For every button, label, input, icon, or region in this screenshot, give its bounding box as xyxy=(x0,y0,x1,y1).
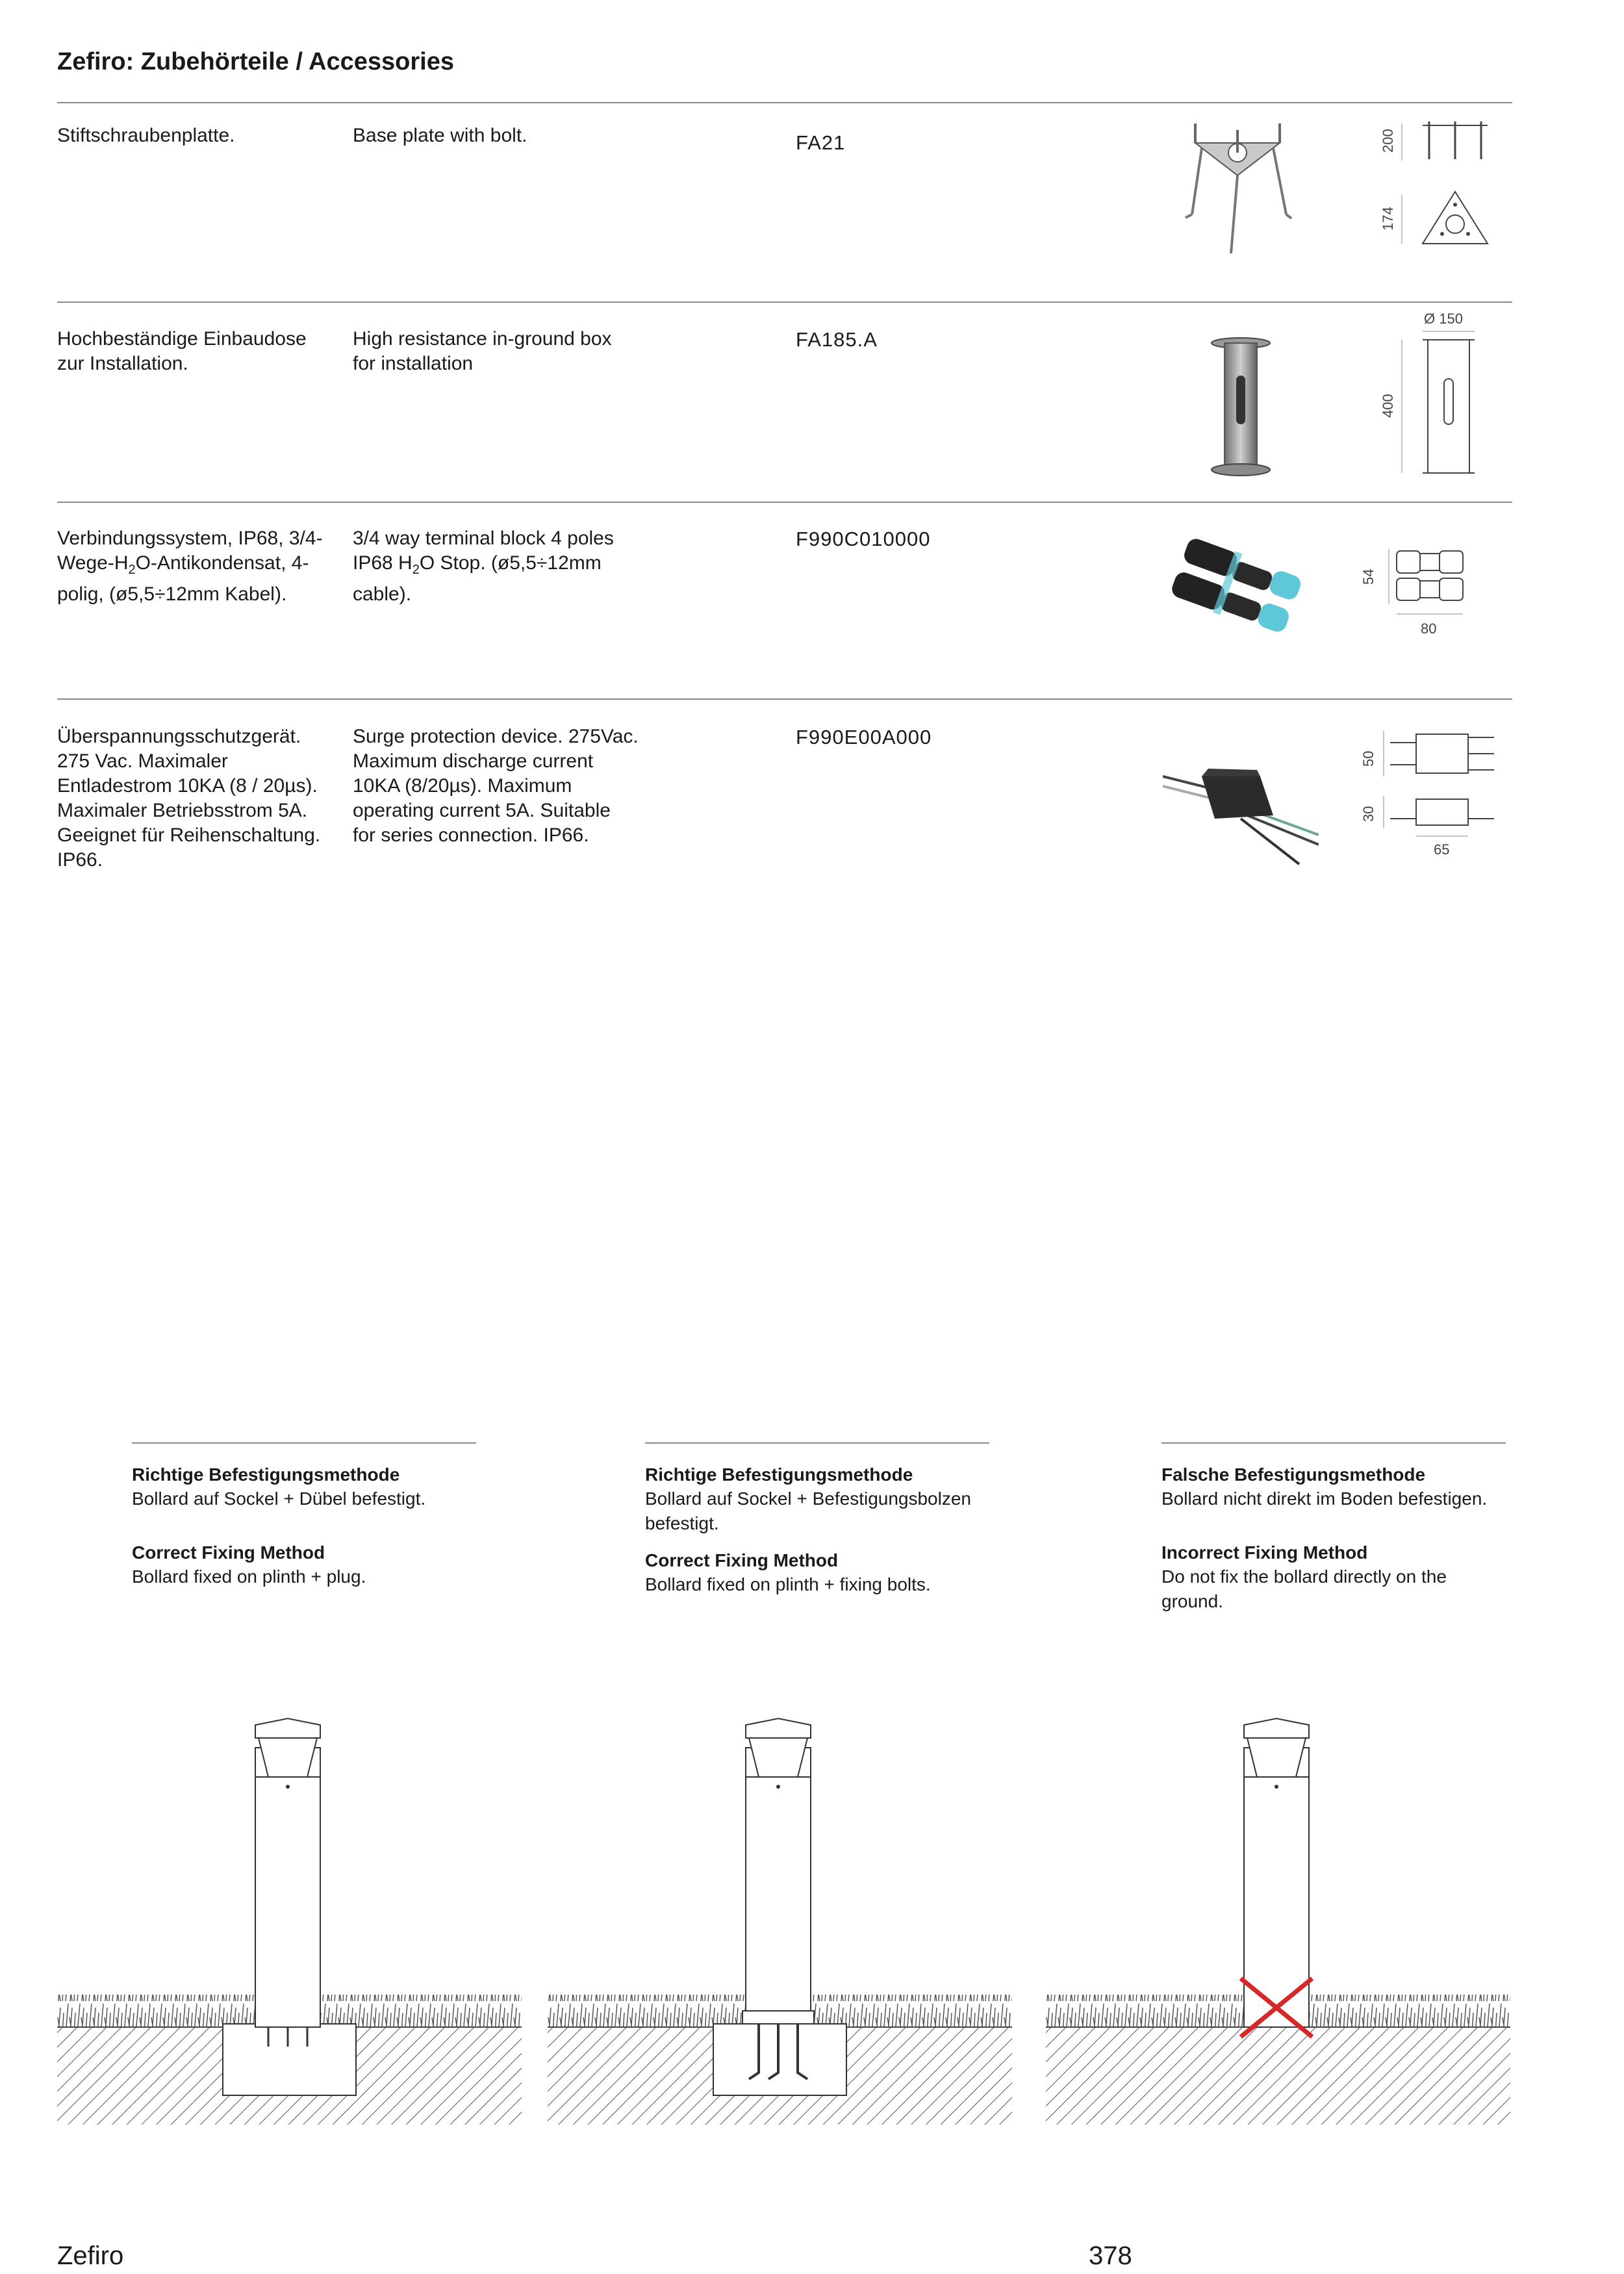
footer-product-name: Zefiro xyxy=(57,2242,124,2270)
item-description-de: Stiftschraubenplatte. xyxy=(57,125,235,146)
dim-label: 54 xyxy=(1360,568,1377,585)
method-title-de: Richtige Befestigungsmethode xyxy=(132,1464,400,1485)
method-text-de: Bollard auf Sockel + Befestigungsbolzen befestigt. xyxy=(645,1488,971,1533)
method-title-de: Richtige Befestigungsmethode xyxy=(645,1464,913,1485)
item-description-en: Surge protection device. 275Vac. Maximum discharge current 10KA (8/20µs). Maximum operating current 5A. Suitable for series connection. IP66. xyxy=(353,726,639,846)
method-text-en: Do not fix the bollard directly on the ground. xyxy=(1161,1566,1447,1611)
divider xyxy=(1161,1442,1506,1444)
surge-protector-photo xyxy=(1163,737,1319,867)
method-title-en: Correct Fixing Method xyxy=(132,1542,325,1563)
footer-page-number: 378 xyxy=(1089,2242,1132,2270)
terminal-block-photo xyxy=(1163,530,1312,646)
divider xyxy=(57,102,1512,103)
divider xyxy=(57,301,1512,303)
item-code: F990C010000 xyxy=(796,528,931,550)
dim-label: 30 xyxy=(1360,806,1377,822)
item-code: FA21 xyxy=(796,131,846,154)
item-description-en: 3/4 way terminal block 4 poles IP68 $H_2O$ Stop. (ø5,5÷12mm cable). xyxy=(353,528,614,605)
page-title: Zefiro: Zubehörteile / Accessories xyxy=(57,48,454,75)
item-description-de: Hochbeständige Einbaudose zur Installation. xyxy=(57,328,307,374)
item-code: F990E00A000 xyxy=(796,726,932,748)
plinth-plug-illustration xyxy=(57,1709,525,2138)
method-title-en: Correct Fixing Method xyxy=(645,1550,839,1570)
item-description-de: Verbindungssystem, IP68, $3/4-Wege-H_2O$-Antikondensat, 4-polig, (ø5,5÷12mm Kabel). xyxy=(57,528,323,605)
dim-label: 50 xyxy=(1360,750,1377,767)
divider xyxy=(57,502,1512,503)
surge-protector-drawing xyxy=(1351,724,1507,867)
fixing-method xyxy=(1161,1442,1512,1614)
divider xyxy=(645,1442,989,1444)
divider xyxy=(132,1442,476,1444)
method-text-en: Bollard fixed on plinth + plug. xyxy=(132,1566,366,1587)
item-description-en: Base plate with bolt. xyxy=(353,125,527,146)
method-title-en: Incorrect Fixing Method xyxy=(1161,1542,1368,1563)
item-description-en: High resistance in-ground box for installation xyxy=(353,328,612,374)
dim-label: 400 xyxy=(1380,394,1396,418)
plinth-bolts-illustration xyxy=(548,1709,1015,2138)
fixing-method xyxy=(645,1442,996,1597)
fixing-method xyxy=(132,1442,483,1589)
method-text-de: Bollard auf Sockel + Dübel befestigt. xyxy=(132,1488,426,1509)
dim-label: 80 xyxy=(1421,620,1437,637)
dim-label: 200 xyxy=(1380,129,1396,153)
divider xyxy=(57,698,1512,700)
dim-label: 65 xyxy=(1434,841,1450,858)
base-plate-photo xyxy=(1182,117,1293,260)
dim-label: 174 xyxy=(1380,207,1396,231)
terminal-block-drawing xyxy=(1351,533,1501,650)
dim-label: Ø 150 xyxy=(1424,311,1463,327)
method-text-en: Bollard fixed on plinth + fixing bolts. xyxy=(645,1574,931,1594)
base-plate-drawing xyxy=(1371,114,1501,263)
method-text-de: Bollard nicht direkt im Boden befestigen. xyxy=(1161,1488,1488,1509)
item-code: FA185.A xyxy=(796,328,878,351)
direct-ground-illustration xyxy=(1046,1709,1514,2138)
in-ground-box-drawing xyxy=(1371,304,1501,479)
item-description-de: Überspannungsschutzgerät. 275 Vac. Maximaler Entladestrom 10KA (8 / 20µs). Maximaler Betriebsstrom 5A. Geeignet für Reihenschaltung. IP66. xyxy=(57,726,321,871)
in-ground-box-photo xyxy=(1205,333,1276,483)
method-title-de: Falsche Befestigungsmethode xyxy=(1161,1464,1426,1485)
